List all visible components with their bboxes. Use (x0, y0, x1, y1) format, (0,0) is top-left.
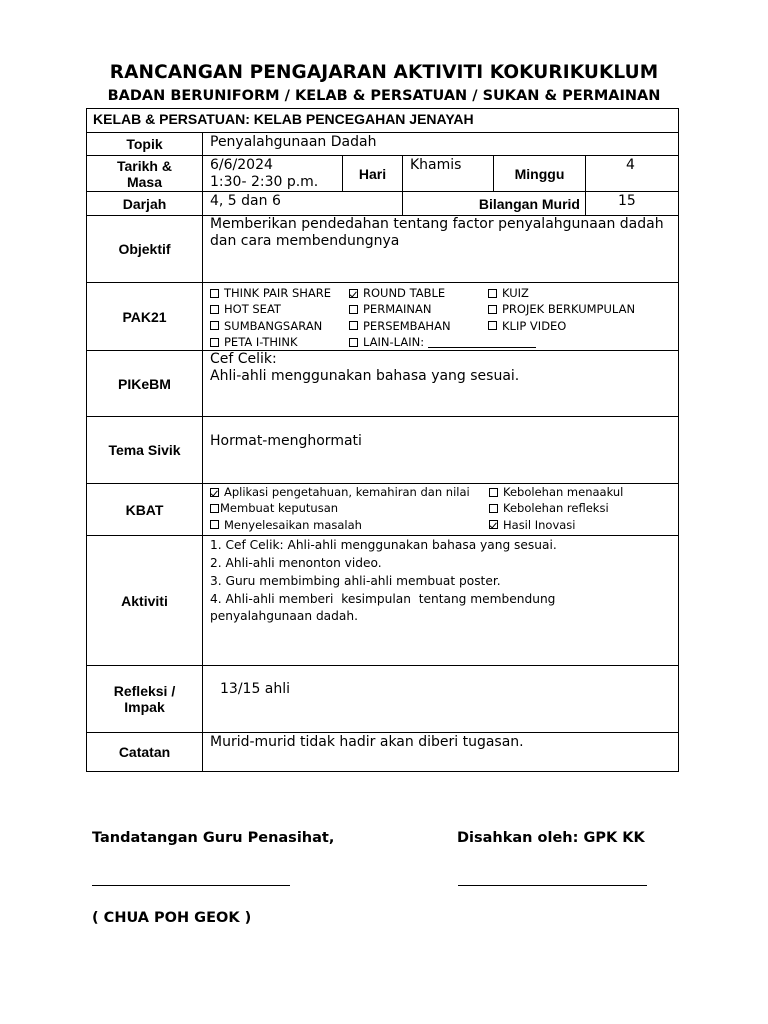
pak21-option[interactable]: ROUND TABLE (349, 285, 488, 301)
catatan-label: Catatan (87, 733, 203, 772)
pak21-option[interactable]: PROJEK BERKUMPULAN (488, 301, 635, 317)
darjah-value: 4, 5 dan 6 (203, 192, 403, 216)
pak21-option[interactable]: PERSEMBAHAN (349, 318, 488, 334)
advisor-name: ( CHUA POH GEOK ) (92, 910, 252, 926)
pikebm-label: PIKeBM (87, 351, 203, 417)
checkbox-icon[interactable] (489, 488, 498, 497)
pak21-option[interactable]: SUMBANGSARAN (210, 318, 349, 334)
approval-signature-line (458, 885, 647, 886)
checkbox-icon[interactable] (210, 504, 219, 513)
kbat-option[interactable]: Membuat keputusan (210, 500, 489, 516)
kbat-options (203, 484, 679, 536)
pak21-option[interactable]: KUIZ (488, 285, 529, 301)
kbat-label: KBAT (87, 484, 203, 536)
approval-label: Disahkan oleh: GPK KK (457, 830, 645, 846)
darjah-label: Darjah (87, 192, 203, 216)
checked-checkbox-icon[interactable] (489, 520, 498, 529)
tarikh-date: 6/6/2024 (210, 157, 273, 173)
pak21-option[interactable]: PETA I-THINK (210, 334, 349, 350)
checkbox-icon[interactable] (349, 305, 358, 314)
pak21-option-other[interactable]: LAIN-LAIN: (349, 334, 536, 350)
page-subtitle: BADAN BERUNIFORM / KELAB & PERSATUAN / SUKAN & PERMAINAN (107, 88, 661, 104)
tarikh-time: 1:30- 2:30 p.m. (210, 174, 319, 190)
checkbox-icon[interactable] (489, 504, 498, 513)
tema-label: Tema Sivik (87, 417, 203, 484)
other-blank-line[interactable] (428, 336, 536, 348)
checkbox-icon[interactable] (210, 305, 219, 314)
advisor-signature-label: Tandatangan Guru Penasihat, (92, 830, 335, 846)
checkbox-icon[interactable] (488, 289, 497, 298)
list-item: 4. Ahli-ahli memberi kesimpulan tentang membendung (210, 591, 556, 606)
checked-checkbox-icon[interactable] (349, 289, 358, 298)
checkbox-icon[interactable] (488, 321, 497, 330)
topik-value: Penyalahgunaan Dadah (203, 133, 679, 156)
objektif-label: Objektif (87, 216, 203, 283)
tarikh-label-line1: Tarikh & (117, 157, 172, 174)
kbat-option[interactable]: Kebolehan refleksi (489, 500, 609, 516)
kbat-option[interactable]: Menyelesaikan masalah (210, 517, 489, 533)
refleksi-label (87, 666, 203, 733)
bilangan-label: Bilangan Murid (403, 192, 586, 216)
minggu-label: Minggu (494, 156, 586, 192)
pikebm-line2: Ahli-ahli menggunakan bahasa yang sesuai. (210, 368, 520, 385)
pikebm-value (203, 351, 679, 417)
page-title: RANCANGAN PENGAJARAN AKTIVITI KOKURIKUKLUM (109, 62, 659, 83)
checked-checkbox-icon[interactable] (210, 488, 219, 497)
bilangan-value: 15 (586, 192, 679, 216)
hari-value: Khamis (403, 156, 494, 192)
refleksi-value: 13/15 ahli (203, 666, 679, 733)
objektif-value: Memberikan pendedahan tentang factor penyalahgunaan dadah dan cara membendungnya (203, 216, 679, 283)
kbat-option[interactable]: Aplikasi pengetahuan, kemahiran dan nilai (210, 484, 489, 500)
pak21-option[interactable]: THINK PAIR SHARE (210, 285, 349, 301)
tarikh-label-line2: Masa (126, 173, 163, 190)
aktiviti-list (203, 536, 679, 666)
checkbox-icon[interactable] (349, 338, 358, 347)
refleksi-label-line2: Impak (124, 699, 165, 716)
list-item: 3. Guru membimbing ahli-ahli membuat poster. (210, 573, 501, 588)
checkbox-icon[interactable] (349, 321, 358, 330)
checkbox-icon[interactable] (210, 338, 219, 347)
pak21-option[interactable]: PERMAINAN (349, 301, 488, 317)
pak21-options (203, 283, 679, 351)
checkbox-icon[interactable] (210, 520, 219, 529)
minggu-value: 4 (586, 156, 679, 192)
pak21-option[interactable]: KLIP VIDEO (488, 318, 566, 334)
aktiviti-label: Aktiviti (87, 536, 203, 666)
pikebm-line1: Cef Celik: (210, 351, 277, 368)
list-item: 1. Cef Celik: Ahli-ahli menggunakan bahasa yang sesuai. (210, 538, 557, 553)
checkbox-icon[interactable] (210, 321, 219, 330)
catatan-value: Murid-murid tidak hadir akan diberi tugasan. (203, 733, 679, 772)
tarikh-label (87, 156, 203, 192)
hari-label: Hari (343, 156, 403, 192)
list-item: 2. Ahli-ahli menonton video. (210, 555, 382, 570)
tema-value: Hormat-menghormati (203, 417, 679, 484)
pak21-option[interactable]: HOT SEAT (210, 301, 349, 317)
club-heading: KELAB & PERSATUAN: KELAB PENCEGAHAN JENAYAH (87, 109, 679, 133)
refleksi-label-line1: Refleksi / (113, 683, 176, 700)
pak21-label: PAK21 (87, 283, 203, 351)
kbat-option[interactable]: Hasil Inovasi (489, 517, 576, 533)
advisor-signature-line (92, 885, 290, 886)
kbat-option[interactable]: Kebolehan menaakul (489, 484, 623, 500)
topik-label: Topik (87, 133, 203, 156)
checkbox-icon[interactable] (210, 289, 219, 298)
lesson-plan-table (86, 108, 679, 772)
checkbox-icon[interactable] (488, 305, 497, 314)
tarikh-value (203, 156, 343, 192)
list-item: penyalahgunaan dadah. (210, 609, 358, 624)
